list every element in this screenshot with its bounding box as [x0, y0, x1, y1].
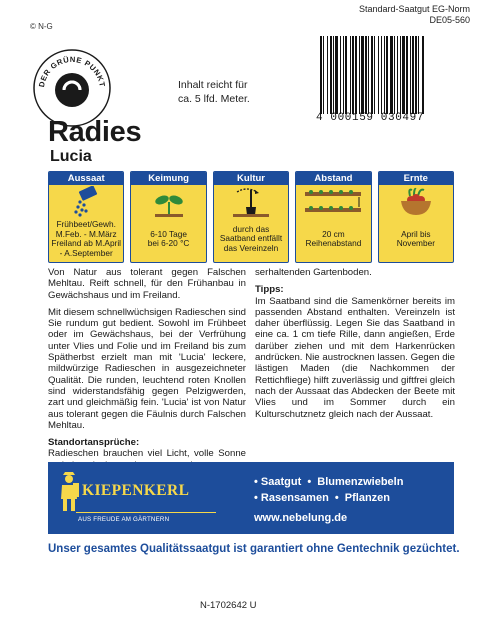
brand-divider: [76, 512, 216, 513]
phase-ernte: [378, 171, 454, 263]
product-variety: Lucia: [50, 148, 92, 165]
brand-block: [48, 462, 218, 534]
phase-aussaat: [48, 171, 124, 263]
tips-heading: Tipps:: [255, 284, 284, 296]
barcode: [316, 36, 476, 126]
barcode-number: 4 000159 030497: [316, 112, 425, 124]
contents-line-1: Inhalt reicht für: [178, 79, 248, 91]
cultivation-phases: [48, 171, 454, 263]
bullet: •: [254, 476, 258, 488]
bullet: •: [254, 492, 258, 504]
product-range-line-2: [254, 490, 454, 506]
range-item-saatgut: Saatgut: [260, 476, 302, 488]
kiepenkerl-figure-icon: [58, 471, 80, 518]
phase-description: 6-10 Tage bei 6-20 °C: [147, 228, 190, 248]
green-dot-text: DER GRÜNE PUNKT: [37, 54, 107, 88]
article-number: N-1702642 U: [200, 600, 257, 611]
description-column-left: [48, 267, 246, 477]
contents-line-2: ca. 5 lfd. Meter.: [178, 93, 250, 105]
range-item-rasensamen: Rasensamen: [260, 492, 329, 504]
phase-title: Keimung: [131, 172, 205, 185]
range-item-blumenzwiebeln: Blumenzwiebeln: [317, 476, 404, 488]
standard-norm: Standard-Saatgut EG-Norm: [358, 4, 470, 14]
bullet: •: [334, 492, 339, 504]
seeds-icon: [49, 185, 123, 219]
standard-code: DE05-560: [429, 15, 470, 25]
phase-abstand: [295, 171, 371, 263]
location-paragraph-cont: serhaltenden Gartenboden.: [255, 267, 372, 278]
brand-name: KIEPENKERL: [82, 482, 190, 499]
location-heading: Standortansprüche:: [48, 437, 140, 449]
phase-title: Kultur: [214, 172, 288, 185]
brand-banner: [48, 462, 454, 534]
phase-description: Frühbeet/Gewh. M.Feb. - M.März Freiland ab M.April - A.September: [51, 219, 122, 258]
detail-paragraph: Mit diesem schnellwüchsigen Radieschen sind Sie rundum gut bedient. Sowohl im Frühbeet oder im Gewächshaus, bei der Verfrühung unter Vlies und Folie und im Freiland bis zum Spätherbst erzielt man mit 'Lucia' leckere, mildwürzige Radieschen in ausgezeichneter Qualität. Die runden, leuchtend roten Knollen sind widerstandsfähig gegen Pelzigwerden, zart und gleichmäßig fein. 'Lucia' ist von Natur aus tolerant gegen die Fäulnis durch Falschen Mehltau.: [48, 306, 246, 431]
harvest-bowl-icon: [379, 185, 453, 219]
spade-icon: [214, 185, 288, 219]
product-range: [218, 462, 454, 534]
phase-keimung: [130, 171, 206, 263]
phase-kultur: [213, 171, 289, 263]
brand-slogan: AUS FREUDE AM GÄRTNERN: [78, 516, 170, 523]
contents-note: [178, 78, 250, 106]
copyright-note: © N-G: [30, 22, 53, 31]
website-link[interactable]: www.nebelung.de: [254, 512, 348, 524]
standard-info: [359, 4, 470, 26]
gmo-free-guarantee: Unser gesamtes Qualitätssaatgut ist garantiert ohne Gentechnik gezüchtet.: [48, 543, 460, 555]
intro-paragraph: Von Natur aus tolerant gegen Falschen Mehltau. Reift schnell, für den Frühanbau in Gewächshaus und im Freiland.: [48, 267, 246, 301]
phase-description: April bis November: [396, 228, 435, 248]
phase-description: 20 cm Reihenabstand: [305, 228, 362, 248]
phase-description: durch das Saatband entfällt das Vereinzeln: [219, 223, 283, 253]
product-range-line-1: [254, 474, 454, 490]
phase-title: Aussaat: [49, 172, 123, 185]
sprout-icon: [131, 185, 205, 219]
spacing-icon: [296, 185, 370, 219]
tips-paragraph: Im Saatband sind die Samenkörner bereits im passenden Abstand enthalten. Vereinzeln ist daher überflüssig. Legen Sie das Saatband in eine ca. 1 cm tiefe Rille, dann angießen, Erde darüber ziehen und mit dem Harkenrücken andrücken. Nie austrocknen lassen. Gegen die lästigen Maden (die Nachkommen der Rettichfliege) hilft zuverlässig und giftfrei gleich nach der Aussaat das Abdecken der Beete mit Vlies und im Sommer durch ein Kulturschutznetz gleich nach der Aussaat.: [255, 295, 455, 420]
phase-title: Abstand: [296, 172, 370, 185]
product-name: Radies: [48, 116, 142, 148]
location-paragraph: Radieschen brauchen viel Licht, volle Sonne: [48, 448, 246, 460]
phase-title: Ernte: [379, 172, 453, 185]
range-item-pflanzen: Pflanzen: [344, 492, 391, 504]
barcode-bars: [316, 36, 476, 114]
bullet: •: [307, 476, 312, 488]
description-column-right: [255, 267, 455, 426]
